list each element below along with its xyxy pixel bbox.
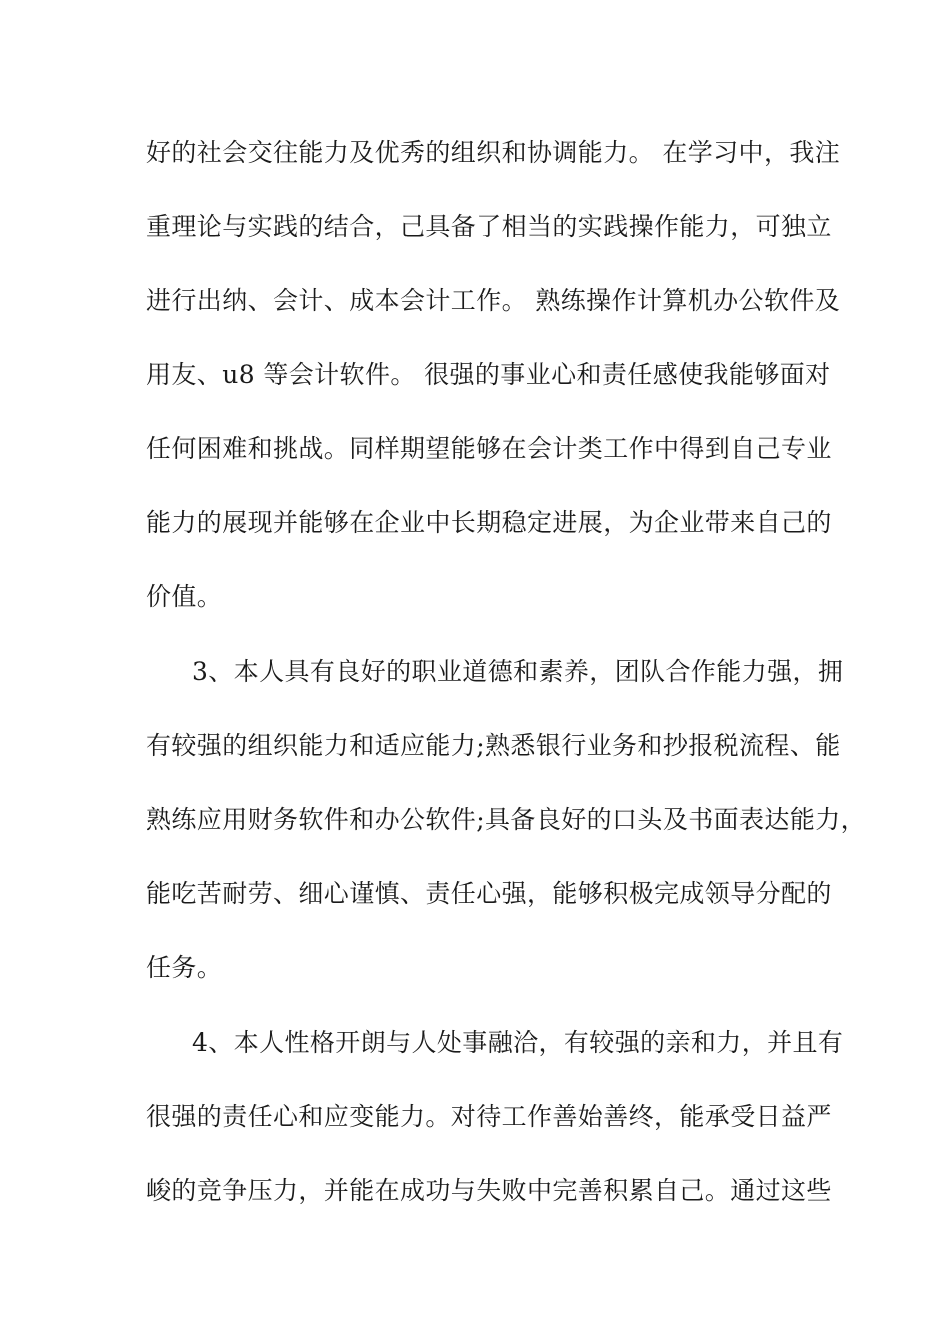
text-line: 任务。 — [146, 953, 223, 982]
text-line: 能吃苦耐劳、细心谨慎、责任心强，能够积极完成领导分配的 — [146, 879, 832, 908]
text-line: 进行出纳、会计、成本会计工作。 熟练操作计算机办公软件及 — [146, 286, 841, 315]
text-line: 好的社会交往能力及优秀的组织和协调能力。 在学习中，我注 — [146, 138, 841, 167]
text-line: 峻的竞争压力，并能在成功与失败中完善积累自己。通过这些 — [146, 1176, 832, 1205]
text-line: 熟练应用财务软件和办公软件;具备良好的口头及书面表达能力， — [146, 805, 867, 834]
text-line: 重理论与实践的结合，己具备了相当的实践操作能力，可独立 — [146, 212, 832, 241]
text-line: 任何困难和挑战。同样期望能够在会计类工作中得到自己专业 — [146, 434, 832, 463]
text-line: 有较强的组织能力和适应能力;熟悉银行业务和抄报税流程、能 — [146, 731, 841, 760]
text-line: 很强的责任心和应变能力。对待工作善始善终，能承受日益严 — [146, 1102, 832, 1131]
paragraph-3-start: 3、本人具有良好的职业道德和素养，团队合作能力强，拥 — [192, 657, 844, 686]
paragraph-4-start: 4、本人性格开朗与人处事融洽，有较强的亲和力，并且有 — [192, 1028, 844, 1057]
text-line: 价值。 — [146, 582, 223, 611]
text-line: 能力的展现并能够在企业中长期稳定进展，为企业带来自己的 — [146, 508, 832, 537]
text-line: 用友、u8 等会计软件。 很强的事业心和责任感使我能够面对 — [146, 360, 831, 389]
